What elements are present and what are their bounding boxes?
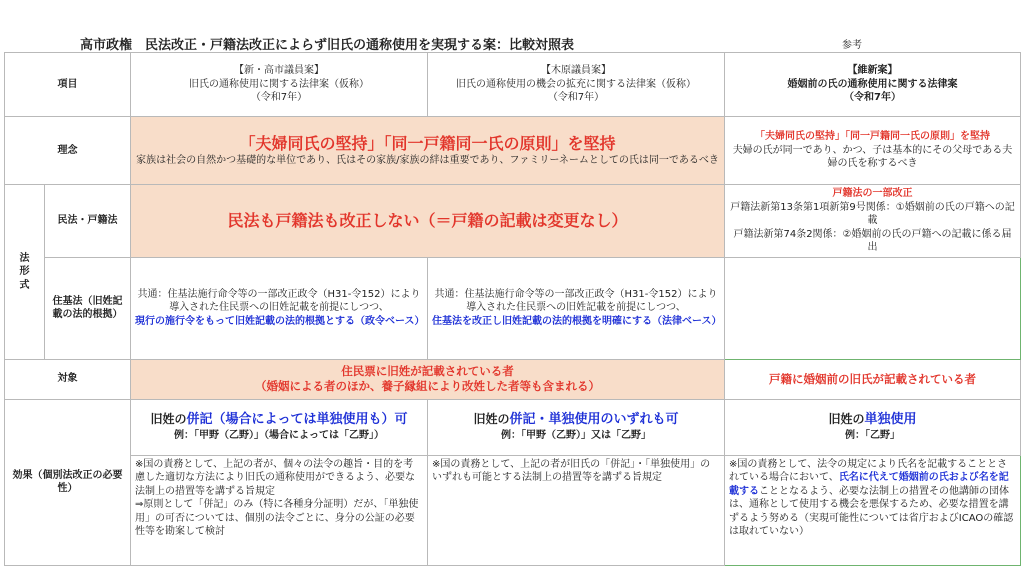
effect-col3-body-blue: 氏名に代えて婚姻前の氏および名を記載する: [729, 472, 1009, 497]
effect-col1-body-text2: ⇒原則として「併記」のみ（特に各種身分証明）だが、「単独使用」の可否については、個別の法令ごとに、身分の公証の必要性等を勘案して検討: [135, 499, 419, 537]
effect-col1-body-text: ※国の責務として、上記の者が、個々の法令の趣旨・目的を考慮した適切な方法により旧氏の通称使用ができるよう、必要な法制上の措置等を講ずる旨規定: [135, 458, 415, 497]
effect-col2-example: 例：「甲野（乙野）」又は「乙野」: [501, 430, 651, 442]
effect-col3-head: [725, 399, 1021, 455]
residence-col2-common: 共通：住基法施行命令等の一部改正政令（H31-令152）により導入された住民票への旧姓記載を前提にしつつ、: [434, 288, 718, 314]
row-civil: [5, 185, 1021, 258]
civil-ref-line2: 戸籍法新第74条2関係：②婚姻前の氏の戸籍への記載に係る届出: [733, 228, 1012, 253]
row-label-target: 対象: [5, 359, 131, 399]
row-label-civil: 民法・戸籍法: [45, 185, 131, 258]
effect-col3-head-pre: 旧姓の: [828, 412, 865, 427]
principle-main: [131, 117, 725, 185]
row-residence: [5, 257, 1021, 359]
row-label-item: 項目: [5, 53, 131, 117]
principle-main-sub: 家族は社会の自然かつ基礎的な単位であり、氏はその家族/家族の絆は重要であり、ファミリーネームとしての氏は同一であるべき: [136, 154, 719, 166]
reference-label: 参考: [842, 40, 862, 51]
civil-main: [131, 185, 725, 258]
item-col3-proposer: 【維新案】: [847, 65, 898, 77]
residence-ref-empty: [725, 257, 1021, 359]
civil-ref: [725, 185, 1021, 258]
row-principle: [5, 117, 1021, 185]
residence-col1-common: 共通：住基法施行命令等の一部改正政令（H31-令152）により導入された住民票への旧姓記載を前提にしつつ、: [137, 288, 421, 314]
row-item: [5, 53, 1021, 117]
effect-col2-head: [428, 399, 725, 455]
item-col3-name: 婚姻前の氏の通称使用に関する法律案: [787, 78, 958, 90]
effect-col1-head-post: 可: [394, 412, 408, 428]
item-col2-proposer: 【木原議員案】: [541, 65, 611, 77]
residence-col2-blue: 住基法を改正し旧姓記載の法的根拠を明確にする（法律ベース）: [432, 315, 722, 327]
item-col3: [725, 53, 1021, 117]
row-label-principle: 理念: [5, 117, 131, 185]
residence-col1: [131, 257, 428, 359]
target-ref: [725, 359, 1021, 399]
principle-ref: [725, 117, 1021, 185]
row-label-residence: 住基法（旧姓記載の法的根拠）: [45, 257, 131, 359]
item-col2-name: 旧氏の通称使用の機会の拡充に関する法律案（仮称）: [456, 78, 696, 90]
effect-col1-body: [131, 455, 428, 565]
effect-col2-body-text: ※国の責務として、上記の者が旧氏の「併記」・「単独使用」のいずれも可能とする法制上の措置等を講ずる旨規定: [432, 458, 711, 483]
effect-col3-body: [725, 455, 1021, 565]
effect-col3-example: 例：「乙野」: [845, 430, 900, 442]
effect-col2-head-pre: 旧姓の: [473, 412, 510, 427]
effect-col1-head: [131, 399, 428, 455]
effect-col1-example: 例：「甲野（乙野）」（場合によっては「乙野」）: [174, 430, 384, 442]
item-col1-proposer: 【新・高市議員案】: [234, 65, 324, 77]
item-col1: [131, 53, 428, 117]
effect-col2-body: [428, 455, 725, 565]
row-effect-head: [5, 399, 1021, 455]
effect-col3-body-pre: ※国の責務として、法令の規定により氏名を記載することとされている場合において、: [729, 458, 1008, 483]
item-col2: [428, 53, 725, 117]
row-effect-body: [5, 455, 1021, 565]
effect-col3-head-blue: 単独使用: [864, 412, 917, 428]
civil-ref-title: 戸籍法の一部改正: [832, 188, 913, 199]
principle-ref-red: 「夫婦同氏の堅持」「同一戸籍同一氏の原則」を堅持: [755, 131, 990, 143]
effect-col2-head-blue: 併記・単独使用のいずれも可: [509, 412, 679, 428]
page-title: 高市政権 民法改正・戸籍法改正によらず旧氏の通称使用を実現する案：比較対照表: [80, 38, 575, 53]
effect-col1-head-blue: 併記（場合によっては単独使用も）: [186, 412, 395, 428]
principle-ref-sub: 夫婦の氏が同一であり、かつ、子は基本的にその父母である夫婦の氏を称するべき: [732, 144, 1013, 170]
item-col3-year: （令和7年）: [844, 92, 901, 104]
principle-main-red: 「夫婦同氏の堅持」「同一戸籍同一氏の原則」を堅持: [239, 133, 616, 153]
item-col1-year: （令和7年）: [250, 92, 308, 104]
item-col2-year: （令和7年）: [547, 92, 605, 104]
row-label-legal-form: 法形式: [5, 185, 45, 360]
target-main-line2: （婚姻による者のほか、養子縁組により改姓した者等も含まれる）: [255, 379, 600, 393]
target-main: [131, 359, 725, 399]
comparison-table: [4, 52, 1021, 566]
target-main-line1: 住民票に旧姓が記載されている者: [341, 364, 514, 379]
row-target: [5, 359, 1021, 399]
item-col1-name: 旧氏の通称使用に関する法律案（仮称）: [189, 78, 369, 90]
civil-main-red: 民法も戸籍法も改正しない（＝戸籍の記載は変更なし）: [227, 210, 628, 230]
residence-col2: [428, 257, 725, 359]
residence-col1-blue: 現行の施行令をもって旧姓記載の法的根拠とする（政令ベース）: [135, 315, 425, 327]
effect-col1-head-pre: 旧姓の: [150, 412, 187, 427]
row-label-effect: 効果（個別法改正の必要性）: [5, 399, 131, 565]
effect-col3-body-post: こととなるよう、必要な法制上の措置その他講師の団体は、通称として使用する機会を悪保するため、必要な措置を講ずるよう努める（実現可能性については省庁およびICAOの確認は取れていない）: [729, 485, 1014, 537]
civil-ref-line1: 戸籍法新第13条第1項新第9号関係：①婚姻前の氏の戸籍への記載: [730, 201, 1015, 226]
target-ref-text: 戸籍に婚姻前の旧氏が記載されている者: [769, 371, 976, 386]
